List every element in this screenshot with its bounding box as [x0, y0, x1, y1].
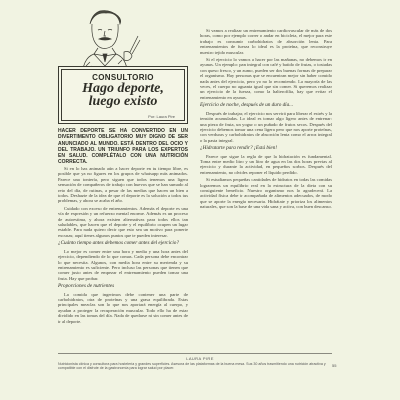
- paragraph: Después de trabajar, el ejercicio nos servirá para liberar el estrés y la tensión acumuladas. Lo ideal es tomar algo ligero antes de entrenar: una pieza de fruta, un yogur o un puñado de frutos secos. Después del ejercicio debemos tomar una cena ligera pero que nos aporte proteínas, con verduras y carbohidratos de absorción lenta como el arroz integral o la pasta integral.: [200, 110, 332, 143]
- subheading: ¿Hidratarte para rendir? ¡Está bien!: [200, 145, 278, 152]
- author-bio-note: Nutricionista clínica y consultora para hostelería y grandes superficies. Asesora de las plataformas de la buena mesa. Sus 30 años trasmitiendo una nutrición atractiva y compatible con el disfrute de la gastronomía para lograr salud por placer.: [58, 362, 326, 371]
- headline-line-2: luego existo: [88, 94, 158, 109]
- paragraph: Si vamos a realizar un entrenamiento cardiovascular de más de dos horas, como por ejemplo correr o andar en bicicleta, el mejor para este trabajo es consumir carbohidratos de absorción lenta. Para entrenamientos de fuerza lo ideal es la proteína, que reconstruye nuestro tejido muscular.: [200, 28, 332, 55]
- byline: Por: Laura Pire: [148, 114, 175, 119]
- paragraph: Si en lo has animado aún a hacer deporte en tu tiempo libre, es posible que ya no figures en los grupos de whatsapp más animados. Parece una tontería, pero siguen que todos tenemos una ligera sensación de compañeros de trabajo con huevos que se han sumado al reto del día, de rutinas, a pesar de las medias que hacen un bien a todos. Deshazte de la idea de que el deporte es la solución a todos tus problemas, y ahora se acaba el año.: [58, 166, 188, 204]
- page-number: 55: [332, 363, 337, 368]
- article-lead: HACER DEPORTE SE HA CONVERTIDO EN UN DIVERTIMENTO OBLIGATORIO MUY DIGNO DE SER ANUNCIADO AL MUNDO. ESTÁ DENTRO DEL OCIO Y DEL TRABAJO. UN TRIUNFO PARA LOS EXPERTOS EN SALUD. COMPLÉTALO CON UNA NUTRICIÓN CORRECTA.: [58, 128, 188, 166]
- footer-divider: [58, 353, 332, 354]
- paragraph: Si el ejercicio lo vamos a hacer por las mañanas, no debemos ir en ayunas. Un ejemplo: pan integral con café y batido de frutas, o tostadas con queso fresco, y un zumo, pueden ser dos buenas formas de preparar el organismo. Hay personas que se encuentran mejor sin haber comido nada antes del ejercicio, pero yo no lo recomiendo. La mayoría de las veces, el cuerpo no aguanta igual que sin comer. Si queremos realizar un ejercicio de la fuerza, como la halterofilia, hay que evitar el entrenamiento en ayunas.: [200, 57, 332, 100]
- body-column-2: [200, 28, 332, 346]
- headline-line-1: Hago deporte,: [82, 81, 164, 96]
- subheading: ¿Cuánto tiempo antes debemos comer antes del ejercicio?: [58, 240, 179, 247]
- paragraph: La comida que ingerimos debe contener una parte de carbohidratos, otra de proteínas y una grasa equilibrada. Estas principales mezclas son lo que nos aportará energía al cuerpo, y ayudan a proteger la recuperación muscular. Todo ello ha de estar dividido en las tomas del día. Nada de quedarse ni sin comer antes de ir al deporte.: [58, 291, 188, 324]
- article-headline: [59, 82, 187, 108]
- title-box: [58, 66, 188, 124]
- paragraph: Si estudiamos pequeñas cantidades de hidratos en todas las comidas lograremos un equilibrio real en la estructura de la dieta con su consiguiente beneficio. Nuestro organismo nos lo agradecerá. La actividad física debe ir acompañada de alimentos adecuados, de modo que se aporte la energía necesaria. Hidrátate y prioriza los alimentos naturales, que son la base de una vida sana y activa, con buen descanso.: [200, 177, 332, 210]
- paragraph: Lo mejor es comer entre una hora y media y una hora antes del ejercicio, dependiendo de lo que comas. Cada persona debe encontrar lo que necesita. Algunos, con media hora entre su merienda y su entrenamiento es suficiente. Pero incluso las personas que tienen que comer justo antes de empezar el entrenamiento pueden tomar una fruta. Hay que probar.: [58, 248, 188, 281]
- body-column-1: [58, 166, 188, 350]
- footer-author: LAURA PIRE: [186, 356, 214, 361]
- subheading: Ejercicio de noche, después de un duro día...: [200, 102, 294, 109]
- paragraph: Parece que sigue la regla de que la hidratación es fundamental. Toma entre medio litro y un litro de agua en las dos horas previas al ejercicio y durante la actividad, en pequeños sorbos. Después del entrenamiento, no olvides reponer el líquido perdido.: [200, 153, 332, 175]
- subheading: Proporciones de nutrientes: [58, 283, 115, 290]
- section-label: CONSULTORIO: [92, 73, 154, 82]
- paragraph: Cuidado con exceso de entrenamientos. Además el deporte es una vía de expresión y un refuerzo mental enorme. Además es un proceso de autoestima, y ahora existen alternativas para todos ellos tan saludables, que hacen que el deporte y el equilibrio ocupen un lugar estable. Para nada quiero decir que esto sea un motivo para ponerte excusas; aquí tienes algunos puntos que te pueden interesar.: [58, 205, 188, 238]
